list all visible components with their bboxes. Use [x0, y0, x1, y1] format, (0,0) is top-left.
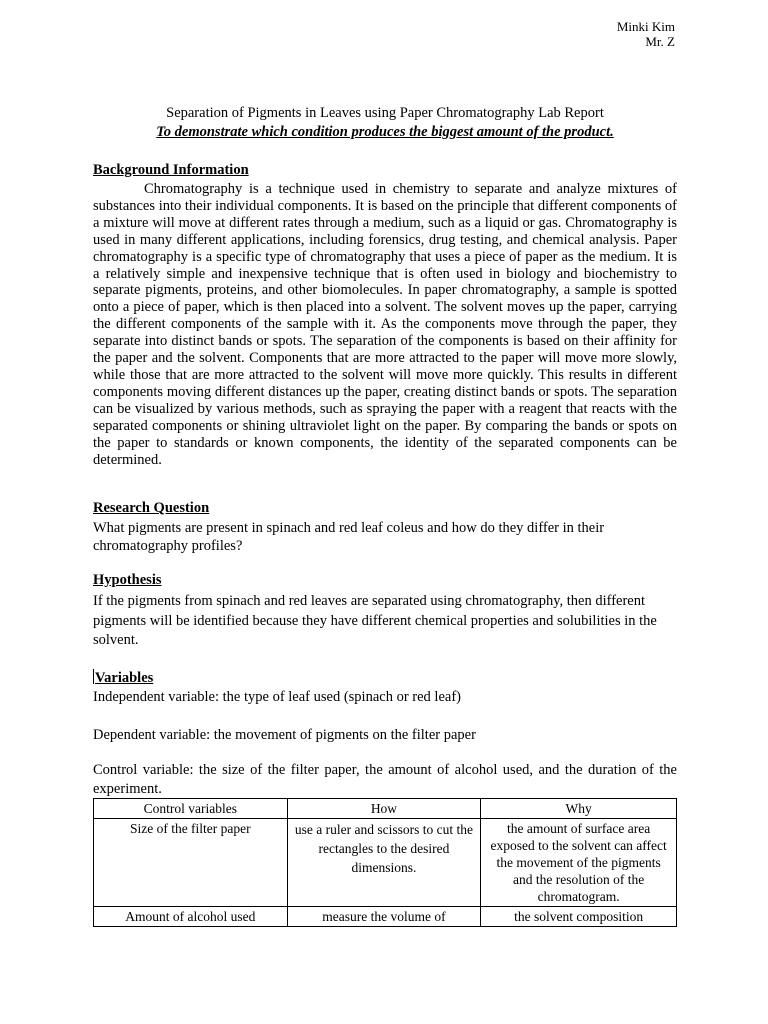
hypothesis-heading: Hypothesis — [93, 572, 162, 588]
teacher-name: Mr. Z — [645, 34, 675, 49]
author-name: Minki Kim — [616, 19, 675, 34]
variables-heading: Variables — [95, 670, 154, 686]
table-row — [94, 819, 677, 907]
control-variables-table — [93, 798, 677, 927]
background-paragraph — [93, 181, 677, 468]
dependent-variable: Dependent variable: the movement of pigments on the filter paper — [93, 727, 476, 743]
table-header-cell: Control variables — [94, 799, 288, 819]
table-header-cell: Why — [481, 799, 677, 819]
title-block — [93, 104, 677, 142]
table-header-cell: How — [287, 799, 481, 819]
table-cell: use a ruler and scissors to cut the rectangles to the desired dimensions. — [287, 819, 481, 907]
text-cursor — [93, 669, 94, 684]
table-row — [94, 907, 677, 927]
control-variable: Control variable: the size of the filter paper, the amount of alcohol used, and the duration of the experiment. — [93, 762, 677, 797]
table-cell: the solvent composition — [481, 907, 677, 927]
hypothesis-text: If the pigments from spinach and red leaves are separated using chromatography, then different pigments will be identified because they have different chemical properties and solubilities in the solvent. — [93, 593, 657, 648]
table-cell: the amount of surface area exposed to the solvent can affect the movement of the pigments and the resolution of the chromatogram. — [481, 819, 677, 907]
author-block — [617, 19, 675, 49]
table-cell: Amount of alcohol used — [94, 907, 288, 927]
variables-heading-line — [93, 669, 153, 687]
research-question-text: What pigments are present in spinach and red leaf coleus and how do they differ in their chromatography profiles? — [93, 520, 605, 554]
background-text: Chromatography is a technique used in chemistry to separate and analyze mixtures of substances into their individual components. It is based on the principle that different components of a mixture will move at different rates through a medium, such as a liquid or gas. Chromatography is used in many different applications, including forensics, drug testing, and chemical analysis. Paper chromatography is a specific type of chromatography that uses a piece of paper as the medium. It is a relatively simple and inexpensive technique that is often used in biology and biochemistry to separate pigments, proteins, and other biomolecules. In paper chromatography, a sample is spotted onto a piece of paper, which is then placed into a solvent. The solvent moves up the paper, carrying the different components of the sample with it. As the components move through the paper, they separate into distinct bands or spots. The separation of the components is based on their affinity for the paper and the solvent. Components that are more attracted to the paper will move more slowly, while those that are more attracted to the solvent will move more quickly. This results in different components moving different distances up the paper, creating distinct bands or spots. The separation can be visualized by various methods, such as spraying the paper with a reagent that reacts with the separated components or shining ultraviolet light on the paper. By comparing the bands or spots on the paper to standards or known components, the identity of the separated components can be determined. — [93, 181, 677, 468]
table-cell: measure the volume of — [287, 907, 481, 927]
background-heading: Background Information — [93, 162, 249, 178]
report-subtitle: To demonstrate which condition produces the biggest amount of the product. — [156, 124, 614, 140]
report-title: Separation of Pigments in Leaves using Paper Chromatography Lab Report — [166, 105, 604, 121]
table-header-row — [94, 799, 677, 819]
independent-variable: Independent variable: the type of leaf used (spinach or red leaf) — [93, 689, 461, 705]
research-heading: Research Question — [93, 500, 210, 516]
table-cell: Size of the filter paper — [94, 819, 288, 907]
